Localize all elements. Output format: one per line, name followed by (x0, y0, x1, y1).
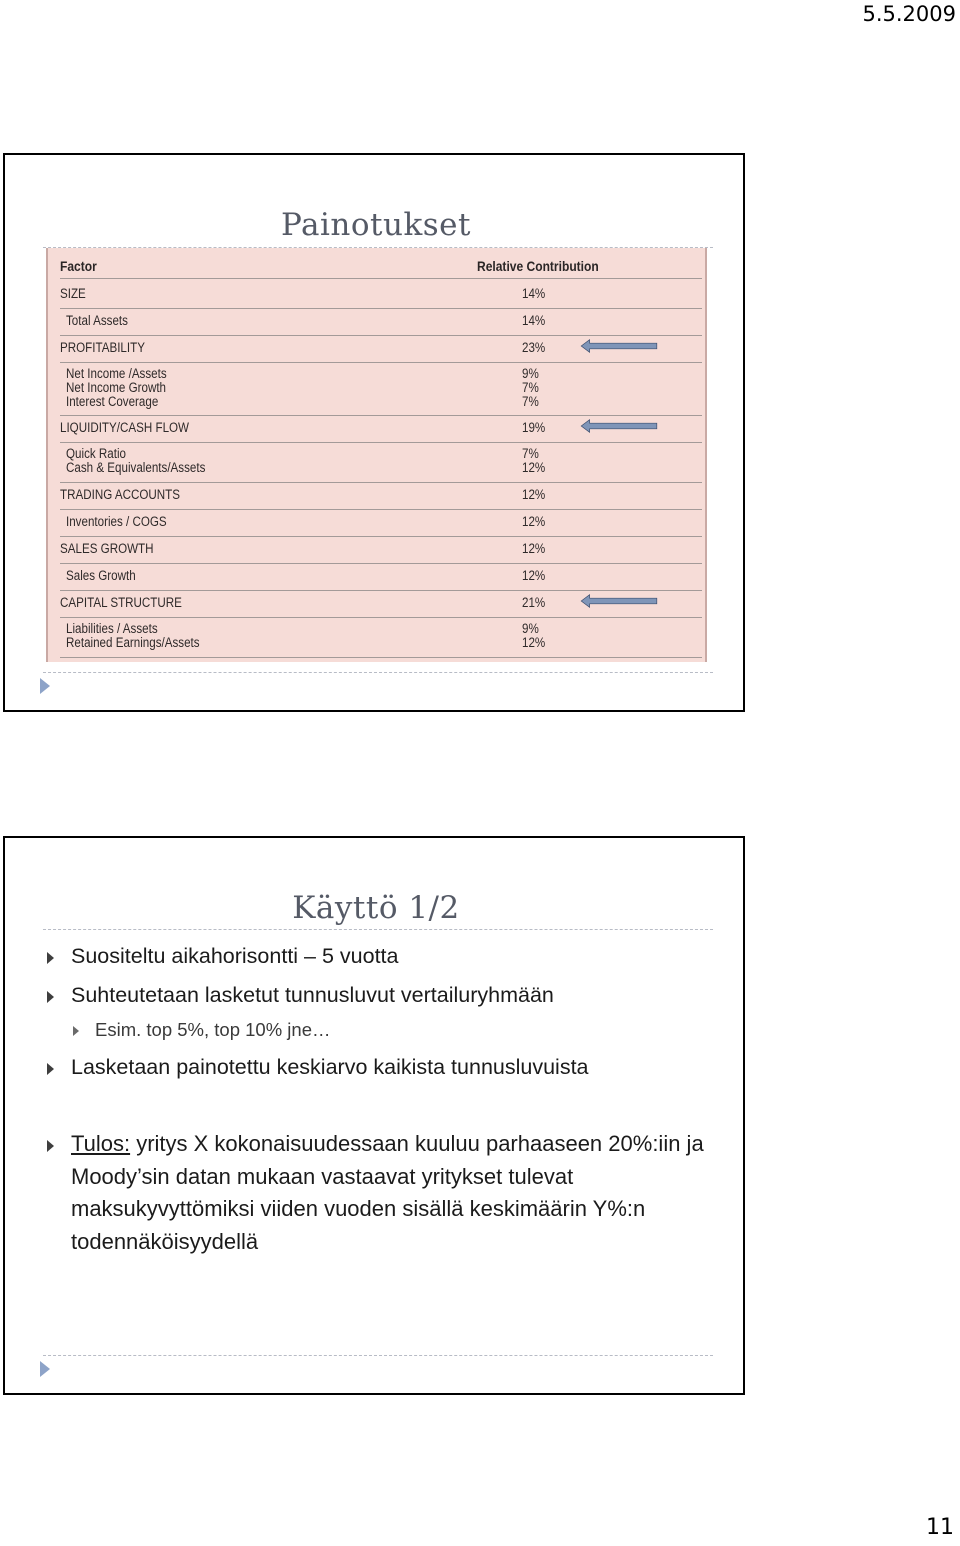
factor-item-value: 12% (522, 514, 546, 529)
factor-item-label: Total Assets (66, 313, 128, 328)
slide-usage (3, 836, 745, 1395)
factor-item-label: Cash & Equivalents/Assets (66, 460, 206, 476)
footer-divider (43, 1355, 713, 1356)
table-row (60, 281, 702, 309)
bullet-arrow-icon (47, 1063, 54, 1075)
factor-group-label: SIZE (60, 286, 86, 301)
bullet-text: Suositeltu aikahorisontti – 5 vuotta (71, 944, 399, 968)
table-row (60, 509, 702, 537)
nav-arrow-icon (40, 678, 50, 694)
factor-item-label: Retained Earnings/Assets (66, 634, 200, 650)
table-row (60, 308, 702, 336)
header-relative-contribution: Relative Contribution (477, 258, 599, 274)
table-row (60, 617, 702, 658)
table-row (60, 362, 702, 416)
result-label: Tulos: (71, 1131, 131, 1156)
factor-item-value: 14% (522, 313, 546, 328)
table-row (60, 442, 702, 483)
factor-item-value: 7% (522, 446, 539, 462)
factor-item-value: 9% (522, 621, 539, 636)
factor-item-label: Net Income Growth (66, 379, 167, 395)
result-paragraph (71, 1128, 711, 1258)
nav-arrow-icon (40, 1361, 50, 1377)
highlight-arrow-icon (565, 339, 673, 353)
factor-item-value: 12% (522, 568, 546, 583)
factor-item-label: Interest Coverage (66, 393, 159, 409)
table-row (60, 563, 702, 591)
bullet-text: Lasketaan painotettu keskiarvo kaikista tunnusluvuista (71, 1055, 589, 1079)
table-row (60, 482, 702, 510)
bullet-arrow-icon (47, 952, 54, 964)
table-header-row (60, 256, 702, 279)
slide-title: Painotukset (281, 207, 471, 243)
factor-group-label: LIQUIDITY/CASH FLOW (60, 420, 190, 436)
bullet-arrow-icon (73, 1026, 79, 1036)
title-divider (43, 929, 713, 930)
factor-group-value: 23% (522, 340, 546, 355)
factor-item-value: 12% (522, 460, 546, 476)
factor-group-value: 12% (522, 541, 546, 556)
factor-group-label: TRADING ACCOUNTS (60, 487, 180, 502)
slide-weights (3, 153, 745, 712)
table-row (60, 536, 702, 564)
factor-item-label: Sales Growth (66, 568, 136, 583)
factor-item-label: Liabilities / Assets (66, 621, 158, 636)
footer-divider (43, 672, 713, 673)
factor-item-value: 12% (522, 634, 546, 650)
factor-item-value: 7% (522, 393, 539, 409)
highlight-arrow-icon (565, 594, 673, 608)
factor-group-label: PROFITABILITY (60, 340, 145, 355)
bullet-arrow-icon (47, 1140, 54, 1152)
factor-item-label: Net Income /Assets (66, 366, 167, 381)
factor-group-label: SALES GROWTH (60, 541, 154, 556)
result-text: yritys X kokonaisuudessaan kuuluu parhaaseen 20%:iin ja Moody’sin datan mukaan vastaavat yritykset tulevat maksukyvyttömiksi viiden vuoden sisällä keskimäärin Y%:n todennäköisyydellä (71, 1131, 704, 1254)
factor-group-label: CAPITAL STRUCTURE (60, 595, 182, 610)
bullet-text: Suhteutetaan lasketut tunnusluvut vertailuryhmään (71, 983, 554, 1007)
highlight-arrow-icon (565, 419, 673, 433)
factor-group-value: 12% (522, 487, 546, 502)
page-number: 11 (926, 1515, 954, 1540)
factor-item-label: Quick Ratio (66, 446, 127, 462)
factor-item-label: Inventories / COGS (66, 514, 167, 529)
factor-group-value: 19% (522, 420, 546, 436)
factor-group-value: 14% (522, 286, 546, 301)
slide-title: Käyttö 1/2 (292, 890, 460, 926)
bullet-text: Esim. top 5%, top 10% jne… (95, 1019, 331, 1040)
page-date: 5.5.2009 (862, 2, 956, 26)
factor-item-value: 9% (522, 366, 539, 381)
factor-group-value: 21% (522, 595, 546, 610)
header-factor: Factor (60, 258, 97, 274)
bullet-arrow-icon (47, 991, 54, 1003)
factor-item-value: 7% (522, 379, 539, 395)
